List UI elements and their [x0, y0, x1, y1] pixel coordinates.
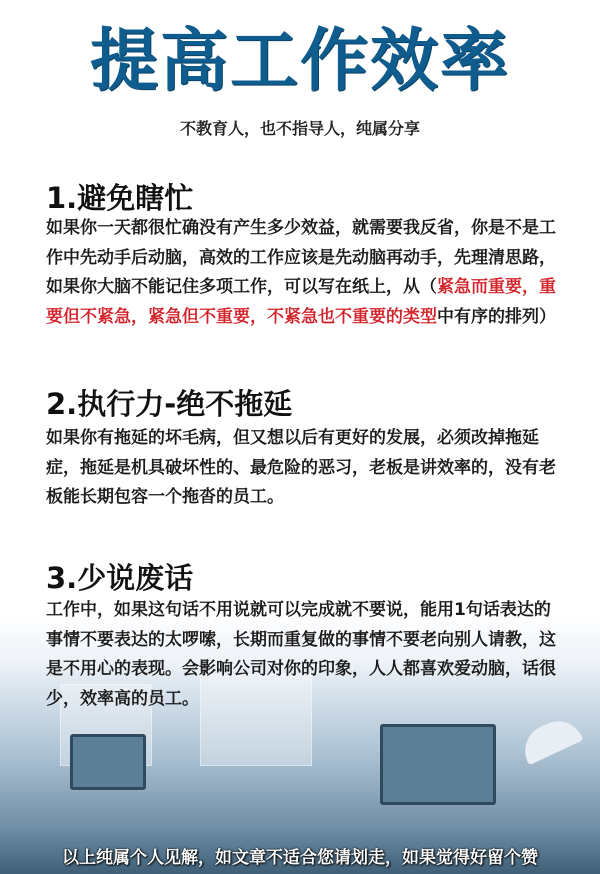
page-title: 提高工作效率 [89, 22, 510, 101]
section-body-2: 如果你有拖延的坏毛病，但又想以后有更好的发展，必须改掉拖延症，拖延是机具破坏性的、最危险的恶习，老板是讲效率的，没有老板能长期包容一个拖沓的员工。 [46, 428, 556, 507]
background-monitor [380, 724, 496, 805]
background-monitor [70, 734, 146, 790]
page-subtitle: 不教育人，也不指导人，纯属分享 [179, 119, 420, 138]
section-body-3: 工作中，如果这句话不用说就可以完成就不要说，能用1句话表达的事情不要表达的太啰嗦，长期而重复做的事情不要老向别人请教，这是不用心的表现。会影响公司对你的印象，人人都喜欢爱动脑，话很少，效率高的员工。 [46, 600, 556, 709]
section-body-1 [46, 214, 556, 332]
section-heading-3: 3.少说废话 [46, 561, 194, 595]
section-body-1-highlight: 紧急而重要，重要但不紧急，紧急但不重要，不紧急也不重要的类型 [46, 277, 556, 327]
section-body-1-text: 如果你一天都很忙确没有产生多少效益，就需要我反省，你是不是工作中先动手后动脑，高效的工作应该是先动脑再动手，先理清思路，如果你大脑不能记住多项工作，可以写在纸上，从（ [46, 218, 556, 297]
desk-lamp [516, 713, 583, 766]
footer-note: 以上纯属个人见解，如文章不适合您请划走，如果觉得好留个赞 [62, 848, 538, 868]
section-heading-2: 2.执行力-绝不拖延 [46, 387, 293, 421]
section-body-1-text-end: 中有序的排列） [437, 306, 556, 327]
section-heading-1: 1.避免瞎忙 [46, 181, 194, 215]
